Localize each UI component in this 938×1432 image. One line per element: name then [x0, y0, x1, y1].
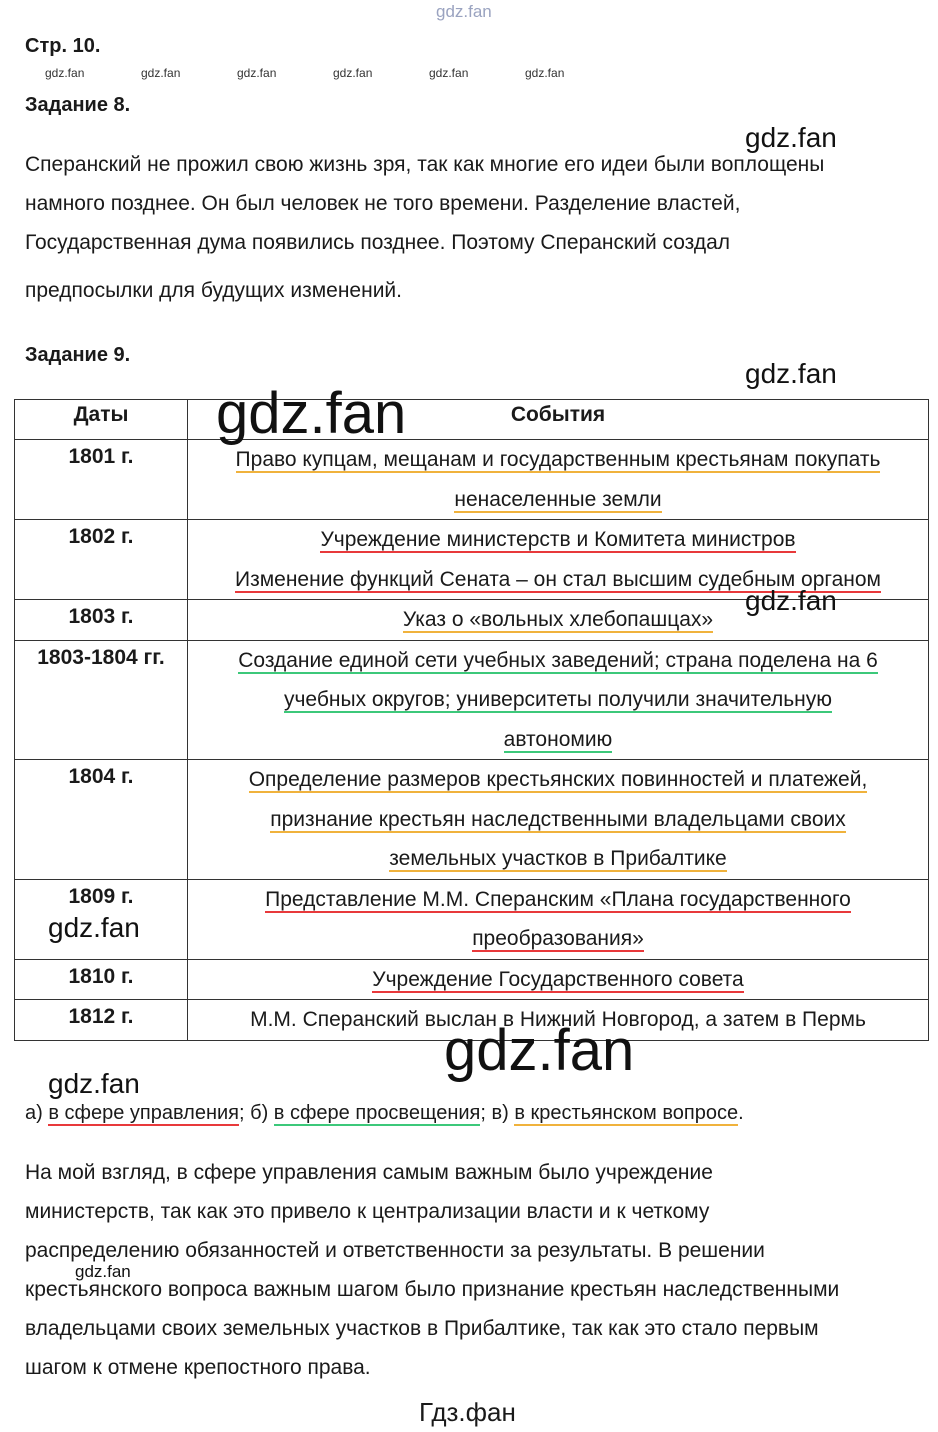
sphere-prefix: а): [25, 1102, 49, 1124]
sphere-end: .: [738, 1102, 744, 1124]
watermark-top: gdz.fan: [436, 2, 492, 21]
conclusion-paragraph: [25, 1153, 839, 1387]
event-date: 1803 г.: [15, 600, 188, 641]
spheres-line: [25, 1094, 744, 1133]
table-row: [15, 440, 929, 520]
conclusion-line: распределению обязанностей и ответственности за результаты. В решении: [25, 1239, 765, 1262]
watermark-small: gdz.fan: [237, 66, 277, 80]
event-line: Представление М.М. Сперанским «Плана государственного: [265, 887, 851, 911]
table-row: [15, 640, 929, 760]
footer-watermark: Гдз.фан: [419, 1397, 516, 1427]
watermark-small: gdz.fan: [333, 66, 373, 80]
event-description: [188, 879, 929, 959]
event-date: 1810 г.: [15, 959, 188, 1000]
column-header-events: События: [188, 400, 929, 440]
watermark-small: gdz.fan: [525, 66, 565, 80]
column-header-dates: Даты: [15, 400, 188, 440]
watermark: gdz.fan: [745, 122, 837, 153]
watermark: gdz.fan: [745, 585, 837, 616]
task9-heading: Задание 9.: [25, 344, 131, 366]
event-line: Право купцам, мещанам и государственным крестьянам покупать: [235, 448, 881, 471]
table-body: [15, 440, 929, 1041]
conclusion-line: владельцами своих земельных участков в Прибалтике, так как это стало первым: [25, 1317, 819, 1340]
event-line: Изменение функций Сената – он стал высшим судебным органом: [235, 567, 881, 591]
page-number: Стр. 10.: [25, 35, 101, 57]
event-line: Указ о «вольных хлебопашцах»: [402, 608, 714, 631]
event-date: 1802 г.: [15, 520, 188, 600]
event-line: земельных участков в Прибалтике: [389, 847, 727, 870]
sphere-prefix: ; в): [480, 1102, 515, 1124]
event-description: [188, 440, 929, 520]
sphere-education: в сфере просвещения: [273, 1102, 481, 1124]
task8-heading: Задание 8.: [25, 94, 131, 116]
sphere-peasant: в крестьянском вопросе: [514, 1102, 739, 1124]
sphere-governance: в сфере управления: [48, 1102, 239, 1124]
event-date: 1809 г.: [15, 879, 188, 959]
event-description: [188, 959, 929, 1000]
table-row: [15, 879, 929, 959]
conclusion-line: шагом к отмене крепостного права.: [25, 1356, 371, 1379]
watermark-large: gdz.fan: [444, 1018, 635, 1083]
event-date: 1804 г.: [15, 760, 188, 880]
event-line: преобразования»: [472, 927, 644, 950]
event-line: Учреждение Государственного совета: [372, 967, 744, 991]
event-line: Определение размеров крестьянских повинностей и платежей,: [248, 768, 868, 791]
watermark: gdz.fan: [745, 358, 837, 389]
event-line: ненаселенные земли: [454, 487, 662, 511]
event-line: М.М. Сперанский выслан в Нижний Новгород, а затем в Пермь: [250, 1008, 866, 1031]
events-table: [14, 399, 929, 1041]
event-line: автономию: [503, 727, 613, 751]
event-line: признание крестьян наследственными владельцами своих: [270, 807, 846, 831]
event-date: 1801 г.: [15, 440, 188, 520]
event-line: Создание единой сети учебных заведений; страна поделена на 6: [238, 648, 878, 672]
task8-line: Государственная дума появились позднее. Поэтому Сперанский создал: [25, 231, 731, 254]
task8-paragraph: [25, 145, 824, 310]
task8-line: предпосылки для будущих изменений.: [25, 279, 402, 302]
event-line: учебных округов; университеты получили значительную: [283, 688, 833, 711]
watermark-small: gdz.fan: [141, 66, 181, 80]
event-line: Учреждение министерств и Комитета министров: [320, 528, 796, 551]
watermark-row: [45, 66, 621, 80]
conclusion-line: крестьянского вопроса важным шагом было признание крестьян наследственными: [25, 1278, 840, 1301]
task8-line: намного позднее. Он был человек не того времени. Разделение властей,: [25, 192, 741, 215]
table-row: [15, 760, 929, 880]
conclusion-line: На мой взгляд, в сфере управления самым важным было учреждение: [25, 1161, 713, 1184]
watermark-small: gdz.fan: [45, 66, 85, 80]
table-row: [15, 959, 929, 1000]
watermark: gdz.fan: [75, 1262, 131, 1281]
event-description: [188, 760, 929, 880]
watermark: gdz.fan: [48, 912, 140, 943]
event-description: [188, 640, 929, 760]
watermark-large: gdz.fan: [216, 381, 407, 446]
sphere-prefix: ; б): [239, 1102, 274, 1124]
watermark: gdz.fan: [48, 1068, 140, 1099]
event-date: 1803-1804 гг.: [15, 640, 188, 760]
watermark-small: gdz.fan: [429, 66, 469, 80]
table-header-row: [15, 400, 929, 440]
task8-line: Сперанский не прожил свою жизнь зря, так как многие его идеи были воплощены: [25, 153, 825, 176]
conclusion-line: министерств, так как это привело к централизации власти и к четкому: [25, 1200, 710, 1223]
event-date: 1812 г.: [15, 1000, 188, 1041]
